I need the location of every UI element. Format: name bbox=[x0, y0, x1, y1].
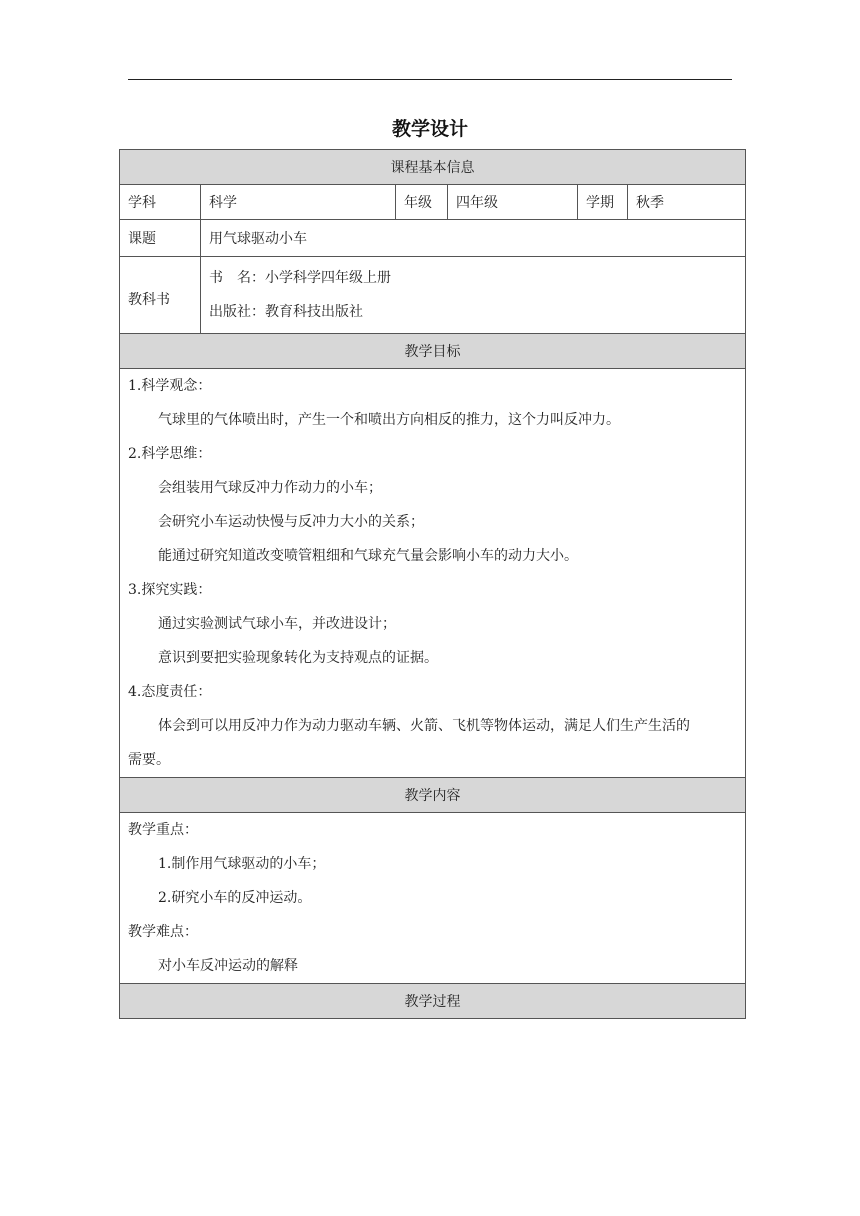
textbook-value bbox=[201, 257, 746, 334]
objective-heading: 3.探究实践： bbox=[128, 582, 212, 598]
table-row bbox=[120, 220, 746, 257]
section-process bbox=[120, 984, 746, 1019]
term-label: 学期 bbox=[578, 185, 628, 220]
objective-text: 意识到要把实验现象转化为支持观点的证据。 bbox=[158, 650, 438, 666]
difficult-points-label: 教学难点： bbox=[128, 924, 198, 940]
table-row bbox=[120, 185, 746, 220]
objective-heading: 2.科学思维： bbox=[128, 446, 212, 462]
book-publisher: 出版社：教育科技出版社 bbox=[209, 304, 363, 320]
section-title: 教学目标 bbox=[120, 334, 746, 369]
section-title: 教学内容 bbox=[120, 778, 746, 813]
term-value: 秋季 bbox=[628, 185, 746, 220]
topic-value: 用气球驱动小车 bbox=[201, 220, 746, 257]
document-title: 教学设计 bbox=[391, 118, 468, 140]
objective-text: 能通过研究知道改变喷管粗细和气球充气量会影响小车的动力大小。 bbox=[158, 548, 578, 564]
subject-label: 学科 bbox=[120, 185, 201, 220]
grade-label: 年级 bbox=[396, 185, 448, 220]
objective-heading: 4.态度责任： bbox=[128, 684, 212, 700]
difficult-point: 对小车反冲运动的解释 bbox=[158, 958, 298, 974]
book-name: 书 名：小学科学四年级上册 bbox=[209, 270, 391, 286]
grade-value: 四年级 bbox=[448, 185, 578, 220]
objective-text: 会研究小车运动快慢与反冲力大小的关系； bbox=[158, 514, 424, 530]
key-point: 2.研究小车的反冲运动。 bbox=[158, 890, 312, 906]
section-objectives bbox=[120, 334, 746, 369]
objective-text: 需要。 bbox=[128, 752, 170, 768]
section-content bbox=[120, 778, 746, 813]
lesson-plan-table bbox=[119, 149, 746, 1019]
section-title: 课程基本信息 bbox=[120, 150, 746, 185]
table-row bbox=[120, 257, 746, 334]
objective-text: 会组装用气球反冲力作动力的小车； bbox=[158, 480, 382, 496]
objective-text: 气球里的气体喷出时，产生一个和喷出方向相反的推力，这个力叫反冲力。 bbox=[158, 412, 620, 428]
header-rule bbox=[128, 79, 732, 80]
section-basic-info bbox=[120, 150, 746, 185]
objective-text: 体会到可以用反冲力作为动力驱动车辆、火箭、飞机等物体运动，满足人们生产生活的 bbox=[158, 718, 690, 734]
topic-label: 课题 bbox=[120, 220, 201, 257]
content-block bbox=[120, 813, 746, 984]
key-points-label: 教学重点： bbox=[128, 822, 198, 838]
section-title: 教学过程 bbox=[120, 984, 746, 1019]
subject-value: 科学 bbox=[201, 185, 396, 220]
objective-heading: 1.科学观念： bbox=[128, 378, 212, 394]
objectives-block bbox=[120, 369, 746, 778]
key-point: 1.制作用气球驱动的小车； bbox=[158, 856, 326, 872]
textbook-label: 教科书 bbox=[120, 257, 201, 334]
objective-text: 通过实验测试气球小车，并改进设计； bbox=[158, 616, 396, 632]
